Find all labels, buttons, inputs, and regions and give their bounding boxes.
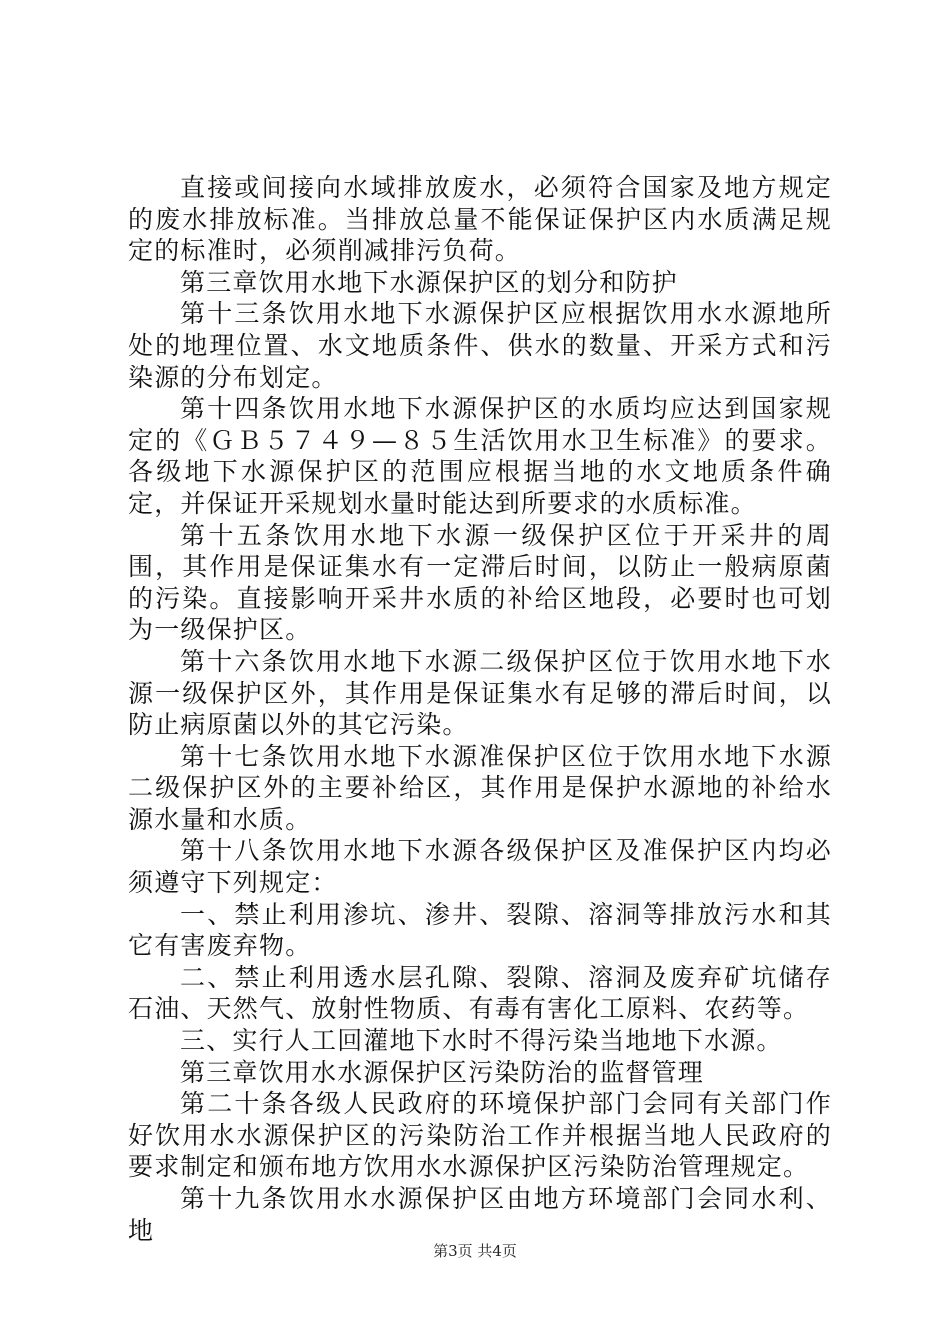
rule-item-2: 二、禁止利用透水层孔隙、裂隙、溶洞及废弃矿坑储存石油、天然气、放射性物质、有毒有害化工原料、农药等。	[128, 962, 832, 1024]
article-16: 第十六条饮用水地下水源二级保护区位于饮用水地下水源一级保护区外，其作用是保证集水有足够的滞后时间，以防止病原菌以外的其它污染。	[128, 646, 832, 740]
page-number-label: 第3页 共4页	[433, 1242, 517, 1260]
article-17: 第十七条饮用水地下水源准保护区位于饮用水地下水源二级保护区外的主要补给区，其作用是保护水源地的补给水源水量和水质。	[128, 741, 832, 834]
document-body	[128, 172, 832, 1246]
rule-item-1: 一、禁止利用渗坑、渗井、裂隙、溶洞等排放污水和其它有害废弃物。	[128, 899, 832, 961]
article-13: 第十三条饮用水地下水源保护区应根据饮用水水源地所处的地理位置、水文地质条件、供水的数量、开采方式和污染源的分布划定。	[128, 299, 832, 392]
article-18: 第十八条饮用水地下水源各级保护区及准保护区内均必须遵守下列规定：	[128, 836, 832, 898]
page-footer	[0, 1240, 950, 1261]
paragraph-wastewater-discharge: 直接或间接向水域排放废水，必须符合国家及地方规定的废水排放标准。当排放总量不能保证保护区内水质满足规定的标准时，必须削减排污负荷。	[128, 173, 832, 266]
rule-item-3: 三、实行人工回灌地下水时不得污染当地地下水源。	[180, 1026, 783, 1056]
article-19: 第十九条饮用水水源保护区由地方环境部门会同水利、地	[128, 1184, 832, 1245]
chapter-heading-supervision: 第三章饮用水水源保护区污染防治的监督管理	[180, 1057, 705, 1087]
chapter-heading-groundwater-protection: 第三章饮用水地下水源保护区的划分和防护	[180, 267, 678, 297]
article-20: 第二十条各级人民政府的环境保护部门会同有关部门作好饮用水水源保护区的污染防治工作并根据当地人民政府的要求制定和颁布地方饮用水水源保护区污染防治管理规定。	[128, 1089, 832, 1182]
article-15: 第十五条饮用水地下水源一级保护区位于开采井的周围，其作用是保证集水有一定滞后时间，以防止一般病原菌的污染。直接影响开采井水质的补给区地段，必要时也可划为一级保护区。	[128, 520, 832, 645]
article-14: 第十四条饮用水地下水源保护区的水质均应达到国家规定的《ＧＢ５７４９—８５生活饮用水卫生标准》的要求。各级地下水源保护区的范围应根据当地的水文地质条件确定，并保证开采规划水量时能达到所要求的水质标准。	[128, 394, 832, 518]
